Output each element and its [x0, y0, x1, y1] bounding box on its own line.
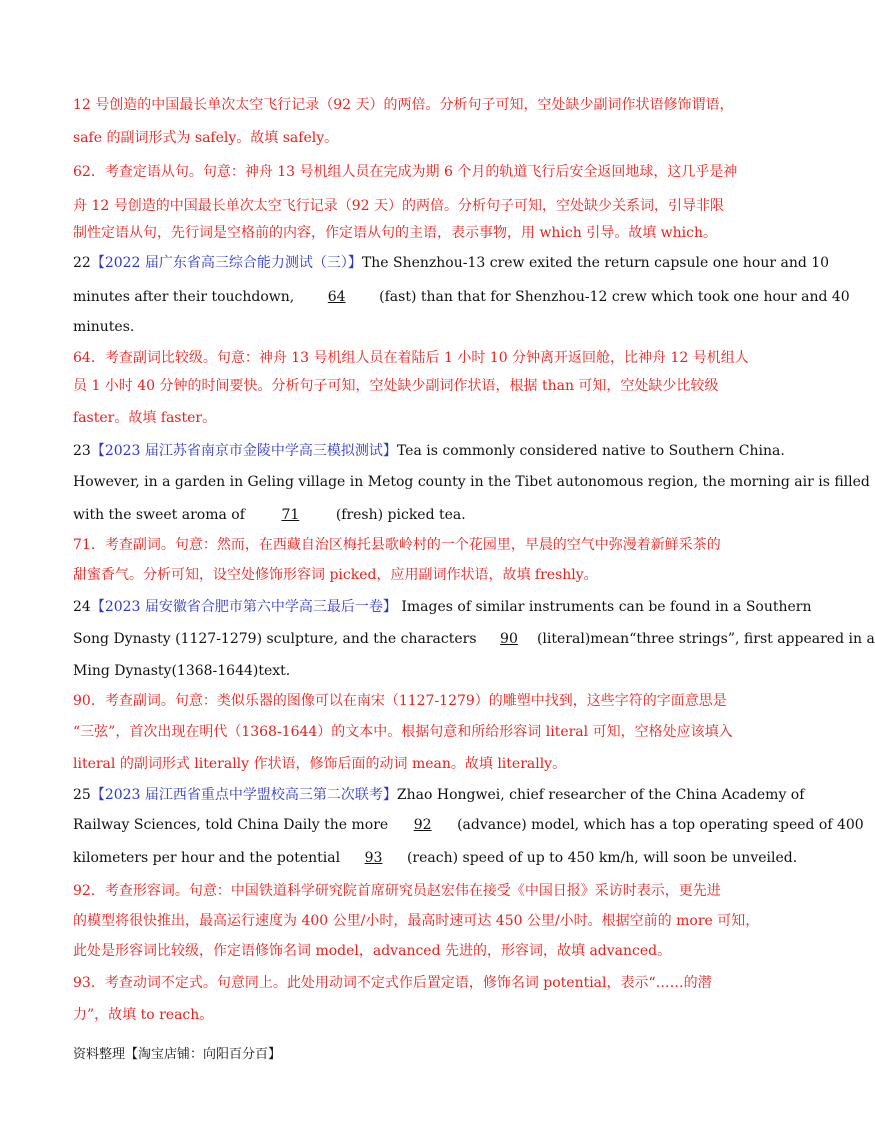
explanation-71-line-1: 71．考查副词。句意：然而，在西藏自治区梅托县歌岭村的一个花园里，早晨的空气中弥漫着新鲜采茶的 — [73, 537, 721, 553]
question-25-text-2a: Railway Sciences, told China Daily the more — [73, 817, 389, 833]
question-25-line-3 — [73, 848, 797, 868]
question-23-text-3b: (fresh) picked tea. — [335, 507, 466, 523]
explanation-71-line-2: 甜蜜香气。分析可知，设空处修饰形容词 picked，应用副词作状语，故填 freshly。 — [73, 567, 598, 583]
question-25-text-1: Zhao Hongwei, chief researcher of the China Academy of — [396, 787, 805, 803]
question-25-text-3a: kilometers per hour and the potential — [73, 850, 341, 866]
question-23-line-1 — [73, 441, 785, 461]
question-23-source: 【2023 届江苏省南京市金陵中学高三模拟测试】 — [90, 443, 397, 459]
explanation-61-line-1: 12 号创造的中国最长单次太空飞行记录（92 天）的两倍。分析句子可知，空处缺少副词作状语修饰谓语， — [73, 97, 734, 113]
question-22-number: 22 — [73, 255, 91, 271]
explanation-93-line-1: 93．考查动词不定式。句意同上。此处用动词不定式作后置定语，修饰名词 potential，表示“……的潜 — [73, 975, 712, 991]
question-22-line-3: minutes. — [73, 319, 135, 335]
question-22-source: 【2022 届广东省高三综合能力测试（三）】 — [90, 255, 362, 271]
question-24-line-1 — [73, 597, 812, 617]
question-25-text-2b: (advance) model, which has a top operating speed of 400 — [457, 817, 864, 833]
question-24-source: 【2023 届安徽省合肥市第六中学高三最后一卷】 — [90, 599, 397, 615]
question-24-line-3: Ming Dynasty(1368-1644)text. — [73, 663, 291, 679]
question-24-blank: 90 — [500, 631, 518, 647]
question-22-line-1 — [73, 253, 829, 273]
question-25-blank-1: 92 — [413, 817, 432, 833]
explanation-93-line-2: 力”，故填 to reach。 — [73, 1007, 214, 1023]
explanation-64-line-3: faster。故填 faster。 — [73, 410, 217, 426]
explanation-90-line-3: literal 的副词形式 literally 作状语，修饰后面的动词 mean。故填 literally。 — [73, 756, 567, 772]
explanation-92-line-2: 的模型将很快推出，最高运行速度为 400 公里/小时，最高时速可达 450 公里/小时。根据空前的 more 可知， — [73, 913, 760, 929]
explanation-90-line-1: 90．考查副词。句意：类似乐器的图像可以在南宋（1127-1279）的雕塑中找到，这些字符的字面意思是 — [73, 693, 727, 709]
question-23-blank: 71 — [281, 507, 300, 523]
question-23-line-2: However, in a garden in Geling village in Metog county in the Tibet autonomous region, the morning air is filled — [73, 474, 870, 490]
question-22-line-2 — [73, 287, 850, 307]
explanation-62-line-1: 62．考查定语从句。句意：神舟 13 号机组人员在完成为期 6 个月的轨道飞行后安全返回地球，这几乎是神 — [73, 164, 738, 180]
question-22-text-2b: (fast) than that for Shenzhou-12 crew which took one hour and 40 — [379, 289, 850, 305]
question-23-line-3 — [73, 505, 466, 525]
question-24-text-1: Images of similar instruments can be found in a Southern — [401, 599, 812, 615]
question-25-text-3b: (reach) speed of up to 450 km/h, will soon be unveiled. — [406, 850, 798, 866]
question-22-blank: 64 — [327, 289, 346, 305]
explanation-64-line-2: 员 1 小时 40 分钟的时间要快。分析句子可知，空处缺少副词作状语，根据 than 可知，空处缺少比较级 — [73, 378, 719, 394]
question-25-blank-2: 93 — [364, 850, 383, 866]
explanation-64-line-1: 64．考查副词比较级。句意：神舟 13 号机组人员在着陆后 1 小时 10 分钟离开返回舱，比神舟 12 号机组人 — [73, 350, 749, 366]
question-25-number: 25 — [73, 787, 91, 803]
explanation-92-line-3: 此处是形容词比较级，作定语修饰名词 model，advanced 先进的，形容词，故填 advanced。 — [73, 943, 672, 959]
explanation-62-line-3: 制性定语从句，先行词是空格前的内容，作定语从句的主语，表示事物，用 which 引导。故填 which。 — [73, 225, 718, 241]
question-25-source: 【2023 届江西省重点中学盟校高三第二次联考】 — [90, 787, 397, 803]
question-24-text-2b: (literal)mean“three strings”, first appeared in a — [536, 631, 875, 647]
page-footer: 资料整理【淘宝店铺：向阳百分百】 — [73, 1047, 282, 1062]
question-22-text-2a: minutes after their touchdown, — [73, 289, 295, 305]
explanation-92-line-1: 92．考查形容词。句意：中国铁道科学研究院首席研究员赵宏伟在接受《中国日报》采访时表示，更先进 — [73, 883, 721, 899]
question-23-text-1: Tea is commonly considered native to Southern China. — [396, 443, 785, 459]
explanation-61-line-2: safe 的副词形式为 safely。故填 safely。 — [73, 130, 339, 146]
question-24-number: 24 — [73, 599, 91, 615]
question-23-number: 23 — [73, 443, 91, 459]
question-24-line-2 — [73, 629, 875, 649]
question-25-line-1 — [73, 785, 804, 805]
explanation-90-line-2: “三弦”，首次出现在明代（1368-1644）的文本中。根据句意和所给形容词 literal 可知，空格处应该填入 — [73, 724, 733, 740]
question-23-text-3a: with the sweet aroma of — [73, 507, 245, 523]
question-22-text-1: The Shenzhou-13 crew exited the return capsule one hour and 10 — [361, 255, 830, 271]
question-24-text-2a: Song Dynasty (1127-1279) sculpture, and the characters — [73, 631, 477, 647]
explanation-62-line-2: 舟 12 号创造的中国最长单次太空飞行记录（92 天）的两倍。分析句子可知，空处缺少关系词，引导非限 — [73, 198, 724, 214]
question-25-line-2 — [73, 815, 864, 835]
